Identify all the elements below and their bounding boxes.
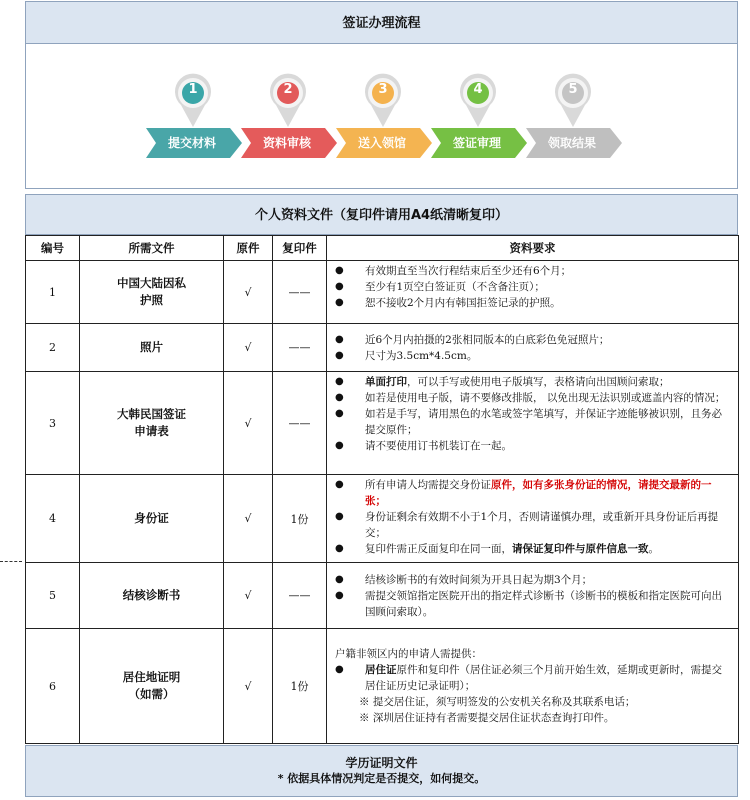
- bullet-icon: ●: [335, 392, 344, 403]
- row-file-name: [80, 372, 224, 475]
- row-requirements: [327, 261, 739, 324]
- row-num: 1: [26, 261, 80, 324]
- step-3-pin-icon: [361, 72, 405, 128]
- requirement-item: ● 结核诊断书的有效时间须为开具日起为期3个月；: [331, 572, 732, 588]
- row-num: 6: [26, 629, 80, 744]
- row-original: √: [224, 261, 273, 324]
- row-num: 5: [26, 563, 80, 629]
- requirement-item: ● 近6个月内拍摄的2张相同版本的白底彩色免冠照片；: [331, 332, 732, 348]
- requirement-note: ※ 提交居住证，须写明签发的公安机关名称及其联系电话；: [359, 696, 636, 708]
- bullet-icon: ●: [335, 511, 344, 522]
- bullet-icon: ●: [335, 297, 344, 308]
- header-num: 编号: [26, 236, 80, 261]
- step-3-label: 送入领馆: [357, 136, 406, 150]
- bullet-icon: ●: [335, 349, 344, 361]
- row-original: √: [224, 372, 273, 475]
- row-file-name: [80, 261, 224, 324]
- requirement-intro: 户籍非领区内的申请人需提供：: [335, 648, 482, 660]
- row-copy: 1份: [273, 629, 327, 744]
- row-original: √: [224, 563, 273, 629]
- process-title: 签证办理流程: [25, 1, 738, 44]
- bullet-icon: ●: [335, 408, 344, 419]
- process-flow: [25, 44, 738, 189]
- step-1-label: 提交材料: [167, 136, 216, 150]
- file-name-line: 护照: [140, 293, 163, 307]
- row-requirements: [327, 324, 739, 372]
- side-dash-line: [0, 561, 22, 562]
- row-copy: ——: [273, 261, 327, 324]
- process-step-1: [146, 72, 242, 168]
- bullet-icon: ●: [335, 664, 344, 675]
- table-row: [26, 324, 739, 372]
- row-original: √: [224, 324, 273, 372]
- file-name-line: （如需）: [128, 687, 175, 701]
- requirement-item: ● 请不要使用订书机装订在一起。: [331, 438, 732, 454]
- table-row: [26, 372, 739, 475]
- education-title: 学历证明文件: [345, 756, 418, 770]
- step-5-label: 领取结果: [547, 136, 596, 150]
- row-num: 4: [26, 475, 80, 563]
- requirement-item: ● 居住证原件和复印件（居住证必须三个月前开始生效，延期或更新时，需提交居住证历史记录证明）；: [331, 662, 732, 694]
- header-original: 原件: [224, 236, 273, 261]
- requirement-item: ● 身份证剩余有效期不小于1个月，否则请谨慎办理，或重新开具身份证后再提交；: [331, 509, 732, 541]
- requirement-item: ● 至少有1页空白签证页（不含备注页）；: [331, 279, 732, 295]
- row-requirements: [327, 475, 739, 563]
- bullet-icon: ●: [335, 589, 344, 601]
- education-note: * 依据具体情况判定是否提交，如何提交。: [277, 772, 486, 785]
- step-4-pin-icon: [456, 72, 500, 128]
- table-row: [26, 563, 739, 629]
- documents-title: 个人资料文件（复印件请用A4纸清晰复印）: [25, 194, 738, 235]
- requirement-item: ● 复印件需正反面复印在同一面，请保证复印件与原件信息一致。: [331, 541, 732, 557]
- row-file-name: [80, 629, 224, 744]
- bullet-icon: ●: [335, 479, 344, 490]
- education-section: [25, 745, 738, 797]
- bullet-icon: ●: [335, 333, 344, 345]
- row-copy: ——: [273, 563, 327, 629]
- requirement-item: ● 恕不接收2个月内有韩国拒签记录的护照。: [331, 295, 732, 311]
- row-requirements: [327, 629, 739, 744]
- row-original: √: [224, 629, 273, 744]
- process-step-5: [526, 72, 622, 168]
- step-1-pin-icon: [171, 72, 215, 128]
- row-original: √: [224, 475, 273, 563]
- step-4-number: 4: [473, 82, 483, 97]
- requirement-item: ● 如若是使用电子版，请不要修改排版， 以免出现无法识别或遮盖内容的情况；: [331, 390, 732, 406]
- table-header-row: [26, 236, 739, 261]
- file-name-line: 中国大陆因私: [117, 276, 186, 290]
- row-num: 3: [26, 372, 80, 475]
- requirement-item: ● 如若是手写，请用黑色的水笔或签字笔填写，并保证字迹能够被识别，且务必提交原件；: [331, 406, 732, 438]
- process-step-2: [241, 72, 337, 168]
- requirement-item: ● 所有申请人均需提交身份证原件，如有多张身份证的情况，请提交最新的一张；: [331, 477, 732, 509]
- row-file-name: 身份证: [80, 475, 224, 563]
- table-row: [26, 475, 739, 563]
- requirement-item: ● 有效期直至当次行程结束后至少还有6个月；: [331, 263, 732, 279]
- header-requirements: 资料要求: [327, 236, 739, 261]
- row-file-name: 照片: [80, 324, 224, 372]
- file-name-line: 大韩民国签证: [117, 407, 186, 421]
- bullet-icon: ●: [335, 440, 344, 451]
- process-step-3: [336, 72, 432, 168]
- row-copy: 1份: [273, 475, 327, 563]
- bullet-icon: ●: [335, 573, 344, 585]
- bullet-icon: ●: [335, 265, 344, 276]
- row-num: 2: [26, 324, 80, 372]
- process-step-4: [431, 72, 527, 168]
- file-name-line: 申请表: [134, 424, 169, 438]
- bullet-icon: ●: [335, 376, 344, 387]
- row-requirements: [327, 372, 739, 475]
- row-copy: ——: [273, 372, 327, 475]
- requirement-item: ● 尺寸为3.5cm*4.5cm。: [331, 348, 732, 364]
- requirement-item: ● 单面打印，可以手写或使用电子版填写，表格请向出国顾问索取；: [331, 374, 732, 390]
- table-row: [26, 629, 739, 744]
- step-2-number: 2: [283, 82, 293, 97]
- step-5-number: 5: [568, 82, 578, 97]
- row-requirements: [327, 563, 739, 629]
- step-2-pin-icon: [266, 72, 310, 128]
- header-copy: 复印件: [273, 236, 327, 261]
- bullet-icon: ●: [335, 281, 344, 292]
- step-4-label: 签证审理: [452, 136, 501, 150]
- row-copy: ——: [273, 324, 327, 372]
- requirement-item: ● 需提交领馆指定医院开出的指定样式诊断书（诊断书的模板和指定医院可向出国顾问索取）。: [331, 588, 732, 620]
- row-file-name: 结核诊断书: [80, 563, 224, 629]
- documents-table: [25, 235, 739, 744]
- table-row: [26, 261, 739, 324]
- header-file: 所需文件: [80, 236, 224, 261]
- step-5-pin-icon: [551, 72, 595, 128]
- step-1-number: 1: [188, 82, 198, 97]
- bullet-icon: ●: [335, 543, 344, 554]
- step-3-number: 3: [378, 82, 388, 97]
- file-name-line: 居住地证明: [122, 670, 181, 684]
- requirement-note: ※ 深圳居住证持有者需要提交居住证状态查询打印件。: [359, 712, 615, 724]
- step-2-label: 资料审核: [262, 136, 311, 150]
